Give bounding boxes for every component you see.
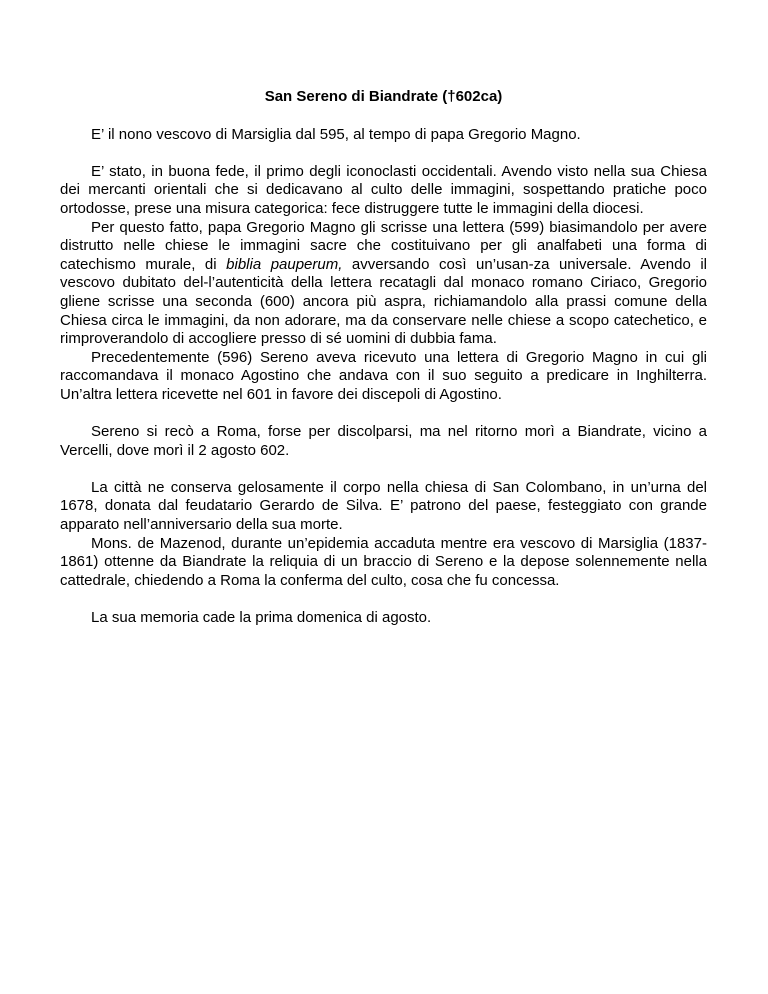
paragraph-iconoclasm: E’ stato, in buona fede, il primo degli iconoclasti occidentali. Avendo visto nella sua Chiesa dei mercanti orientali che si dedicavano al culto delle immagini, sospettando pratiche poco ortodosse, prese una misura categorica: fece distruggere tutte le immagini della diocesi.	[60, 162, 707, 217]
paragraph-agostino: Precedentemente (596) Sereno aveva ricevuto una lettera di Gregorio Magno in cui gli raccomandava il monaco Agostino che andava con il suo seguito a predicare in Inghilterra. Un’altra lettera ricevette nel 601 in favore dei discepoli di Agostino.	[60, 348, 707, 403]
paragraph-intro: E’ il nono vescovo di Marsiglia dal 595, al tempo di papa Gregorio Magno.	[91, 125, 581, 143]
document-title: San Sereno di Biandrate (†602ca)	[264, 88, 503, 105]
biblia-pauperum-italic: biblia pauperum,	[226, 255, 343, 273]
paragraph-gregory-letters	[60, 219, 707, 349]
paragraph-mazenod: Mons. de Mazenod, durante un’epidemia accaduta mentre era vescovo di Marsiglia (1837-1861) ottenne da Biandrate la reliquia di un braccio di Sereno e la depose solennemente nella cattedrale, chiedendo a Roma la conferma del culto, cosa che fu concessa.	[60, 534, 707, 589]
paragraph-gregory-letters-text-2: avversando così un’usan-za universale. Avendo il vescovo dubitato del-l’autenticità della lettera recatagli dal monaco romano Ciriaco, Gregorio gliene scrisse una seconda (600) ancora più aspra, richiamandolo alla prassi comune della Chiesa circa le immagini, da non adorare, ma da conservare nelle chiese a scopo catechetico, e rimproverandolo di accogliere presso di sé uomini di dubbia fama.	[60, 255, 707, 348]
document-page	[60, 88, 707, 628]
paragraph-rome-death: Sereno si recò a Roma, forse per discolparsi, ma nel ritorno morì a Biandrate, vicino a Vercelli, dove morì il 2 agosto 602.	[60, 423, 707, 459]
paragraph-relics: La città ne conserva gelosamente il corpo nella chiesa di San Colombano, in un’urna del 1678, donata dal feudatario Gerardo de Silva. E’ patrono del paese, festeggiato con grande apparato nell’anniversario della sua morte.	[60, 478, 707, 534]
paragraph-memorial: La sua memoria cade la prima domenica di agosto.	[91, 609, 432, 627]
paragraph-gregory-letters-text-1: Per questo fatto, papa Gregorio Magno gli scrisse una lettera (599) biasimandolo per avere distrutto nelle chiese le immagini sacre che costituivano per gli analfabeti una forma di catechismo murale, di	[60, 218, 707, 273]
